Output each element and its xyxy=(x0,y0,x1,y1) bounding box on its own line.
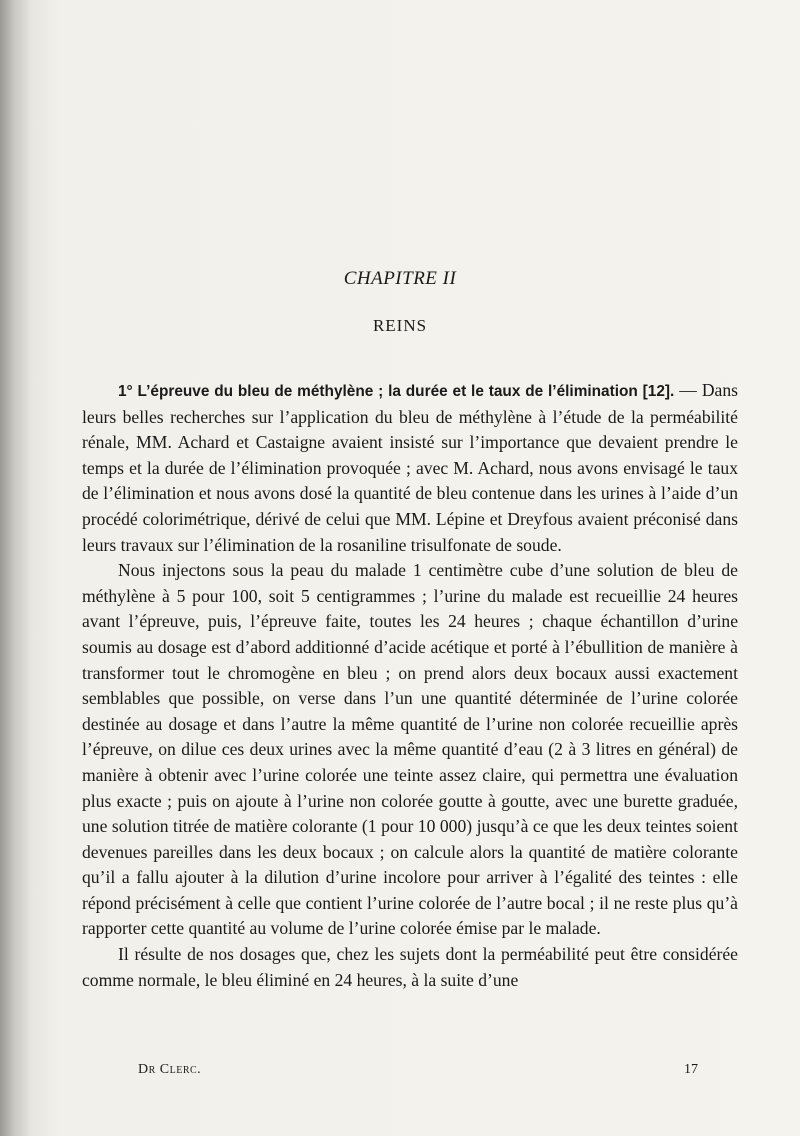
paragraph-1 xyxy=(82,378,738,558)
paragraph-3: Il résulte de nos dosages que, chez les sujets dont la perméabilité peut être considérée comme normale, le bleu éliminé en 24 heures, à la suite d’une xyxy=(82,944,738,990)
paragraph-heading: 1° L’épreuve du bleu de méthylène ; la durée et le taux de l’élimination [12]. xyxy=(118,383,675,400)
body-text xyxy=(82,378,738,993)
page-number: 17 xyxy=(684,1062,698,1077)
page-footer xyxy=(138,1062,698,1078)
chapter-title: CHAPITRE II xyxy=(343,268,457,289)
section-title: REINS xyxy=(372,316,428,335)
paragraph-2: Nous injectons sous la peau du malade 1 centimètre cube d’une solution de bleu de méthylène à 5 pour 100, soit 5 centigrammes ; l’urine du malade est recueillie 24 heures avant l’épreuve, puis, l’épreuve faite, toutes les 24 heures ; chaque échantillon d’urine soumis au dosage est d’abord additionné d’acide acétique et porté à l’ébullition de manière à transformer tout le chromogène en bleu ; on prend alors deux bocaux aussi exactement semblables que possible, on verse dans l’un une quantité déterminée de l’urine colorée destinée au dosage et dans l’autre la même quantité de l’urine non colorée recueillie après l’épreuve, on dilue ces deux urines avec la même quantité d’eau (2 à 3 litres en général) de manière à obtenir avec l’urine colorée une teinte assez claire, qui permettra une évaluation plus exacte ; puis on ajoute à l’urine non colorée goutte à goutte, avec une burette graduée, une solution titrée de matière colorante (1 pour 10 000) jusqu’à ce que les deux teintes soient devenues pareilles dans les deux bocaux ; on calcule alors la quantité de matière colorante qu’il a fallu ajouter à la dilution d’urine incolore pour arriver à l’égalité des teintes : elle répond précisément à celle que contient l’urine colorée de l’autre bocal ; il ne reste plus qu’à rapporter cette quantité au volume de l’urine colorée émise par le malade. xyxy=(82,560,738,939)
paragraph-1-text: — Dans leurs belles recherches sur l’application du bleu de méthylène à l’étude de la perméabilité rénale, MM. Achard et Castaigne avaient insisté sur l’importance que devaient prendre le temps et la durée de l’élimination provoquée ; avec M. Achard, nous avons envisagé le taux de l’élimination et nous avons dosé la quantité de bleu contenue dans les urines à l’aide d’un procédé colorimétrique, dérivé de celui que MM. Lépine et Dreyfous avaient préconisé dans leurs travaux sur l’élimination de la rosaniline trisulfonate de soude. xyxy=(82,380,738,555)
author-signature: Dr Clerc. xyxy=(138,1062,202,1077)
